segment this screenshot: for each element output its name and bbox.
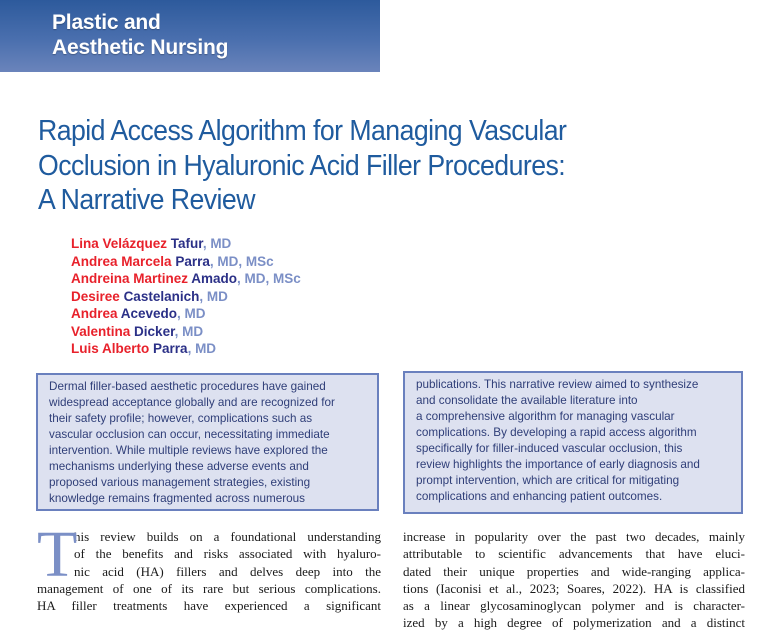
author-given-name: Valentina (71, 323, 131, 339)
body-column-right (403, 528, 745, 632)
body-line: tions (Iaconisi et al., 2023; Soares, 2022). HA is classified (403, 580, 745, 596)
body-line: increase in popularity over the past two decades, mainly (403, 529, 745, 544)
body-line: ized by a high degree of polymerization and a distinct (403, 615, 745, 631)
author-given-name: Luis Alberto (71, 341, 150, 356)
author-given-name: Desiree (71, 288, 120, 304)
author-family-name: Amado (191, 271, 238, 286)
author-given-name: Lina Velázquez (71, 236, 168, 251)
author-credentials: , MD (187, 341, 217, 356)
author (71, 323, 301, 341)
abstract-line: publications. This narrative review aimed to synthesize (416, 378, 699, 391)
abstract-line: widespread acceptance globally and are recognized for (49, 396, 335, 409)
abstract-line: and consolidate the available literature into (416, 394, 638, 407)
abstract-line: mechanisms underlying these adverse events and (49, 460, 309, 473)
body-line: management of one of its rare but serious complications. (37, 580, 381, 596)
abstract-line: complications and enhancing patient outcomes. (416, 490, 663, 503)
author-given-name: Andrea Marcela (71, 253, 172, 269)
abstract-line: proposed various management strategies, existing (49, 476, 311, 489)
title-line-2: Occlusion in Hyaluronic Acid Filler Procedures: (38, 149, 566, 182)
title-line-1: Rapid Access Algorithm for Managing Vascular (38, 115, 567, 147)
author-family-name: Parra (153, 341, 188, 356)
body-line: of the benefits and risks associated with hyaluro- (74, 546, 381, 562)
body-line: dated their unique properties and wide-ranging applica- (403, 563, 745, 579)
body-line: HA filler treatments have experienced a significant (37, 598, 381, 614)
author-family-name: Dicker (134, 323, 175, 339)
abstract-line: their safety profile; however, complications such as (49, 412, 313, 425)
abstract-box-right (403, 371, 743, 514)
abstract-line: review highlights the importance of early diagnosis and (416, 458, 700, 471)
author (71, 340, 301, 358)
author-credentials: , MD, MSc (237, 271, 301, 286)
author-family-name: Parra (175, 253, 210, 269)
abstract-line: knowledge remains fragmented across numerous (49, 492, 305, 505)
author (71, 288, 301, 306)
abstract-line: specifically for filler-induced vascular occlusion, this (416, 442, 683, 455)
author-family-name: Acevedo (120, 306, 178, 321)
author-credentials: , MD (174, 323, 204, 339)
author (71, 270, 301, 288)
author (71, 253, 301, 271)
journal-name-line-2: Aesthetic Nursing (52, 36, 229, 59)
article-title (38, 114, 700, 218)
abstract-line: prompt intervention, which are critical for mitigating (416, 474, 680, 487)
body-column-left (37, 518, 381, 614)
journal-banner (0, 0, 380, 72)
author-given-name: Andrea (71, 306, 118, 321)
author (71, 235, 301, 253)
author-credentials: , MD, MSc (209, 253, 274, 269)
title-line-3: A Narrative Review (38, 184, 255, 216)
body-line: attributable to scientific advancements that have eluci- (403, 546, 745, 562)
author-family-name: Tafur (170, 236, 203, 251)
body-line: as a linear glycosaminoglycan polymer and is character- (403, 598, 745, 614)
author (71, 305, 301, 323)
journal-name-line-1: Plastic and (52, 11, 161, 34)
body-line: nic acid (HA) fillers and delves deep into the (74, 563, 381, 579)
abstract-line: intervention. While multiple reviews have explored the (49, 444, 328, 457)
abstract-line: complications. By developing a rapid access algorithm (416, 426, 697, 439)
body-line: his review builds on a foundational understanding (74, 529, 381, 544)
author-given-name: Andreina Martinez (71, 271, 189, 286)
author-credentials: , MD (202, 236, 232, 251)
abstract-box-left (36, 373, 379, 511)
drop-cap: T (37, 518, 78, 591)
author-family-name: Castelanich (123, 288, 200, 304)
abstract-line: a comprehensive algorithm for managing vascular (416, 410, 675, 423)
abstract-line: vascular occlusion can occur, necessitating immediate (49, 428, 330, 441)
author-list (71, 235, 301, 358)
author-credentials: , MD (199, 288, 228, 304)
author-credentials: , MD (177, 306, 206, 321)
abstract-line: Dermal filler-based aesthetic procedures have gained (49, 380, 326, 393)
